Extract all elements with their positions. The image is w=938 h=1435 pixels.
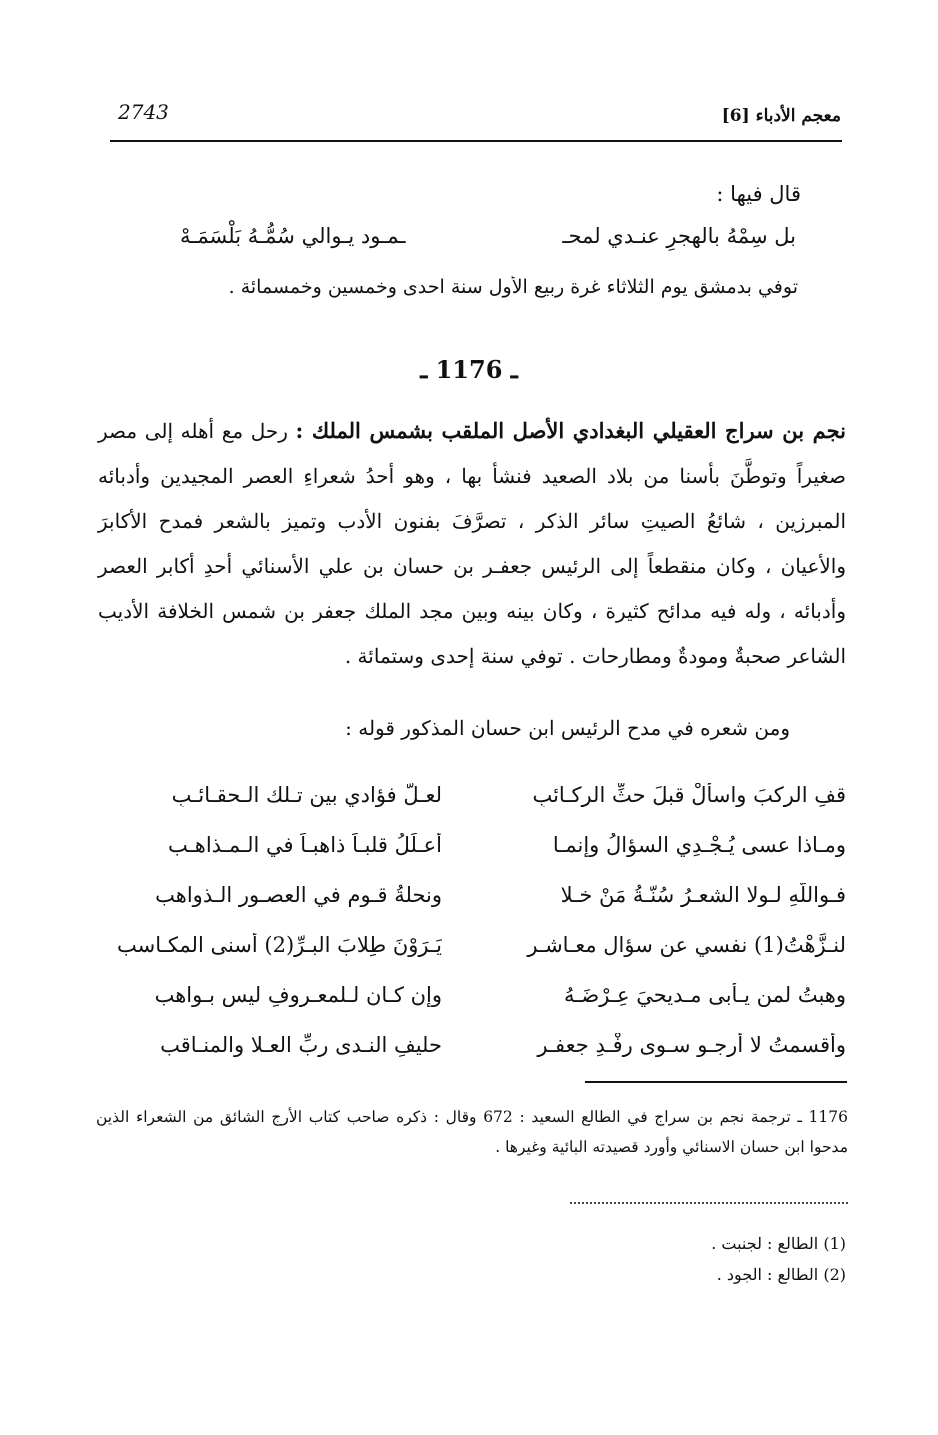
source-footnote: 1176 ـ ترجمة نجم بن سراج في الطالع السعيد : 672 وقال : ذكره صاحب كتاب الأرج الشائق من الشعراء الذين مدحوا ابن حسان الاسنائي وأورد قصيدته البائية وغيرها . bbox=[96, 1108, 848, 1156]
footnote-2: (2) الطالع : الجود . bbox=[716, 1265, 846, 1284]
intro-verse bbox=[180, 224, 796, 248]
poem-intro: ومن شعره في مدح الرئيس ابن حسان المذكور قوله : bbox=[345, 716, 790, 740]
intro-verse-second-hemistich: ـمـود يـوالي سُمُّـهُ بَلْسَمَـهْ bbox=[180, 224, 406, 248]
poem-verse bbox=[100, 970, 846, 1020]
poem-verse bbox=[100, 870, 846, 920]
footnote-divider bbox=[585, 1081, 847, 1083]
verse-first-hemistich: وأقسمتُ لا أرجـو سـوى رِفْـدِ جعفـرٍ bbox=[537, 1033, 846, 1057]
verse-first-hemistich: قفِ الركبَ واسألْ قبلَ حثِّ الركـائبِ bbox=[532, 783, 846, 807]
verse-second-hemistich: لعـلَّ فؤادي بين تـلك الـحقـائـبِ bbox=[171, 783, 442, 807]
footnote-1: (1) الطالع : لجنبت . bbox=[711, 1234, 846, 1253]
verse-first-hemistich: وهبتُ لمن يـأبى مـديحيَ عِـرْضَـهُ bbox=[564, 983, 846, 1007]
verse-second-hemistich: حليفِ النـدى ربِّ العـلا والمنـاقب bbox=[160, 1033, 442, 1057]
intro-label: قال فيها : bbox=[716, 182, 801, 206]
verse-first-hemistich: ومـاذا عسى يُـجْـدِي السؤالُ وإنمـا bbox=[552, 833, 846, 857]
verse-first-hemistich: لنـزَّهْتُ(1) نفسي عن سؤالِ معـاشـرٍ bbox=[527, 933, 846, 957]
header-divider bbox=[110, 140, 842, 142]
entry-number: ـ 1176 ـ bbox=[420, 355, 518, 384]
verse-second-hemistich: وإن كـان لـلمعـروفِ ليس بـواهب bbox=[154, 983, 442, 1007]
biography-text: رحل مع أهله إلى مصر صغيراً وتوطَّنَ بأسنا من بلاد الصعيد فنشأ بها ، وهو أحدُ شعراءِ العصر المجيدين وأدبائه المبرزين ، شائعُ الصيتِ سائر الذكر ، تصرَّفَ بفنون الأدب وتميز بالشعر فمدح الأكابرَ والأعيان ، وكان منقطعاً إلى الرئيس جعفـر بن حسان بن علي الأسنائي أحدِ أكابر العصر وأدبائه ، وله فيه مدائح كثيرة ، وكان بينه وبين مجد الملك جعفر بن شمس الخلافة الأديب الشاعر صحبةٌ ومودةٌ ومطارحات . توفي سنة إحدى وستمائة . bbox=[98, 419, 846, 668]
verse-first-hemistich: فـواللّهِ لـولا الشعـرُ سُنّـةُ مَنْ خـلا bbox=[560, 883, 846, 907]
poem-verse bbox=[100, 1020, 846, 1070]
death-note: توفي بدمشق يوم الثلاثاء غرة ربيع الأول سنة احدى وخمسين وخمسمائة . bbox=[228, 276, 798, 298]
poem-verse bbox=[100, 920, 846, 970]
poem-verse bbox=[100, 820, 846, 870]
variant-footnotes bbox=[711, 1228, 846, 1290]
poem bbox=[100, 770, 846, 1070]
poem-verse bbox=[100, 770, 846, 820]
biography-paragraph bbox=[98, 408, 846, 679]
intro-verse-first-hemistich: بل سِمْهُ بالهجرِ عنـدي لمحـ bbox=[562, 224, 796, 248]
footnote-dotted-divider bbox=[570, 1202, 848, 1204]
biography-name: نجم بن سراج العقيلي البغدادي الأصل الملقب بشمس الملك : bbox=[295, 418, 846, 443]
running-title: معجم الأدباء [6] bbox=[721, 106, 841, 126]
verse-second-hemistich: ونحلةُ قـومٍ في العصـورِ الـذواهب bbox=[155, 883, 442, 907]
page-number: 2743 bbox=[118, 100, 169, 124]
verse-second-hemistich: يَـرَوْنَ طِلابَ البـرِّ(2) أسنى المكـاسب bbox=[117, 933, 442, 957]
verse-second-hemistich: أعـلِّلُ قلبـاً ذاهبـاً في الـمـذاهـب bbox=[167, 833, 442, 857]
